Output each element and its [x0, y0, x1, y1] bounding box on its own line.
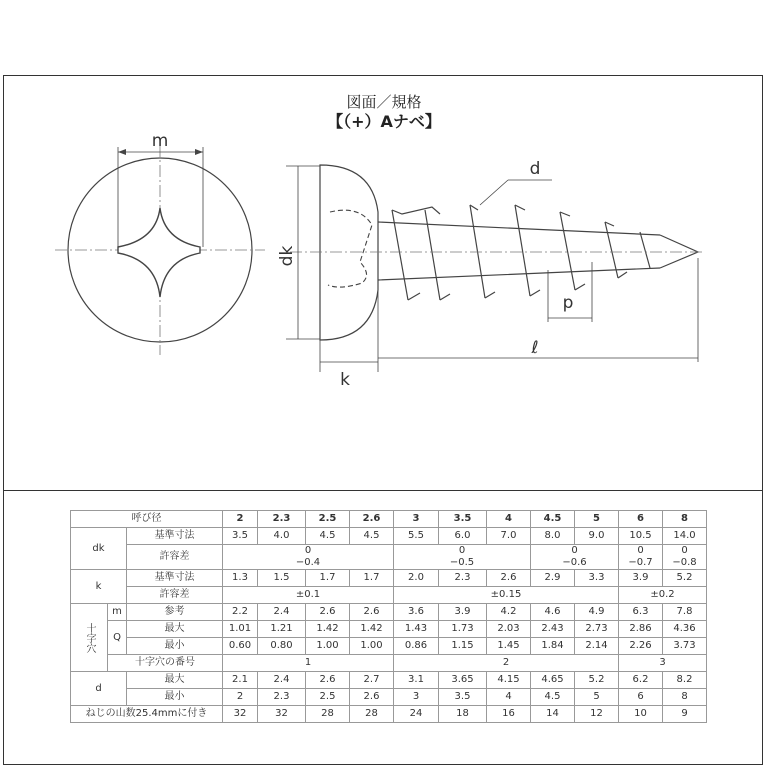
k-basic-cell: 3.9 — [619, 570, 663, 587]
q-max-cell: 1.42 — [306, 621, 350, 638]
frame-divider — [3, 490, 763, 491]
min-label: 最小 — [127, 689, 223, 706]
header-row — [71, 511, 707, 528]
d-min-cell: 3.5 — [439, 689, 487, 706]
ref-label: 参考 — [127, 604, 223, 621]
dk-basic-cell: 10.5 — [619, 528, 663, 545]
dk-basic-cell: 14.0 — [663, 528, 707, 545]
q-min-cell: 1.84 — [531, 638, 575, 655]
q-min-cell: 0.86 — [394, 638, 439, 655]
threads-cell: 28 — [350, 706, 394, 723]
q-max-cell: 2.43 — [531, 621, 575, 638]
tolerance-label: 許容差 — [127, 545, 223, 570]
d-max-cell: 3.65 — [439, 672, 487, 689]
dk-basic-cell: 3.5 — [223, 528, 258, 545]
d-min-cell: 6 — [619, 689, 663, 706]
d-min-cell: 4.5 — [531, 689, 575, 706]
m-ref-cell: 4.6 — [531, 604, 575, 621]
size-cell: 4.5 — [531, 511, 575, 528]
label-l: ℓ — [531, 338, 539, 358]
k-basic-cell: 2.3 — [439, 570, 487, 587]
max-label: 最大 — [127, 672, 223, 689]
q-min-cell: 0.60 — [223, 638, 258, 655]
k-basic-cell: 2.9 — [531, 570, 575, 587]
d-min-cell: 8 — [663, 689, 707, 706]
size-cell: 6 — [619, 511, 663, 528]
dk-basic-cell: 8.0 — [531, 528, 575, 545]
k-basic-cell: 1.3 — [223, 570, 258, 587]
title-line1: 図面／規格 — [346, 93, 422, 111]
m-ref-row — [71, 604, 707, 621]
q-label: Q — [108, 621, 127, 655]
threads-cell: 28 — [306, 706, 350, 723]
dk-tol-cell: 0 −0.6 — [531, 545, 619, 570]
d-min-cell: 2 — [223, 689, 258, 706]
size-cell: 4 — [487, 511, 531, 528]
k-basic-cell: 1.5 — [258, 570, 306, 587]
size-cell: 8 — [663, 511, 707, 528]
m-ref-cell: 6.3 — [619, 604, 663, 621]
tolerance-label: 許容差 — [127, 587, 223, 604]
q-max-cell: 2.86 — [619, 621, 663, 638]
label-p: p — [562, 293, 574, 313]
m-ref-cell: 2.6 — [350, 604, 394, 621]
size-cell: 3 — [394, 511, 439, 528]
m-ref-cell: 3.9 — [439, 604, 487, 621]
size-cell: 2.5 — [306, 511, 350, 528]
k-tol-cell: ±0.1 — [223, 587, 394, 604]
dk-tol-cell: 0 −0.4 — [223, 545, 394, 570]
q-min-row — [71, 638, 707, 655]
d-min-cell: 2.3 — [258, 689, 306, 706]
title-line2: 【（+）Aナベ】 — [327, 112, 441, 131]
d-min-cell: 3 — [394, 689, 439, 706]
q-min-cell: 1.00 — [306, 638, 350, 655]
d-max-cell: 4.15 — [487, 672, 531, 689]
thread-crests — [392, 205, 650, 300]
d-max-cell: 3.1 — [394, 672, 439, 689]
d-min-cell: 2.5 — [306, 689, 350, 706]
threads-cell: 32 — [258, 706, 306, 723]
dk-basic-cell: 9.0 — [575, 528, 619, 545]
threads-cell: 10 — [619, 706, 663, 723]
d-max-cell: 2.4 — [258, 672, 306, 689]
q-min-cell: 1.15 — [439, 638, 487, 655]
cross-no-cell: 1 — [223, 655, 394, 672]
q-max-cell: 4.36 — [663, 621, 707, 638]
basic-dim-label: 基準寸法 — [127, 570, 223, 587]
q-max-cell: 1.01 — [223, 621, 258, 638]
m-ref-cell: 2.2 — [223, 604, 258, 621]
threads-cell: 14 — [531, 706, 575, 723]
dk-basic-cell: 4.5 — [350, 528, 394, 545]
q-min-cell: 1.00 — [350, 638, 394, 655]
dk-label: dk — [71, 528, 127, 570]
d-max-cell: 8.2 — [663, 672, 707, 689]
q-max-row — [71, 621, 707, 638]
basic-dim-label: 基準寸法 — [127, 528, 223, 545]
size-cell: 3.5 — [439, 511, 487, 528]
d-min-row — [71, 689, 707, 706]
dk-basic-cell: 7.0 — [487, 528, 531, 545]
dk-basic-cell: 6.0 — [439, 528, 487, 545]
d-min-cell: 2.6 — [350, 689, 394, 706]
cross-recess-label: 十字穴 — [71, 604, 108, 672]
threads-label: ねじの山数25.4mmに付き — [71, 706, 223, 723]
q-min-cell: 1.45 — [487, 638, 531, 655]
q-min-cell: 0.80 — [258, 638, 306, 655]
d-label: d — [71, 672, 127, 706]
d-max-cell: 6.2 — [619, 672, 663, 689]
k-basic-cell: 2.6 — [487, 570, 531, 587]
threads-row — [71, 706, 707, 723]
d-max-cell: 5.2 — [575, 672, 619, 689]
spec-table — [70, 510, 707, 723]
m-ref-cell: 3.6 — [394, 604, 439, 621]
size-cell: 2 — [223, 511, 258, 528]
k-label: k — [71, 570, 127, 604]
d-max-cell: 2.7 — [350, 672, 394, 689]
phillips-recess — [118, 208, 200, 297]
label-dk: dk — [277, 245, 297, 267]
d-max-cell: 2.1 — [223, 672, 258, 689]
dk-basic-cell: 4.0 — [258, 528, 306, 545]
dk-tol-cell: 0 −0.7 — [619, 545, 663, 570]
cross-no-label: 十字穴の番号 — [108, 655, 223, 672]
dk-tol-cell: 0 −0.5 — [394, 545, 531, 570]
size-cell: 5 — [575, 511, 619, 528]
dk-tol-row — [71, 545, 707, 570]
k-tol-row — [71, 587, 707, 604]
label-k: k — [340, 370, 350, 390]
d-max-cell: 4.65 — [531, 672, 575, 689]
threads-cell: 12 — [575, 706, 619, 723]
m-ref-cell: 4.2 — [487, 604, 531, 621]
threads-cell: 18 — [439, 706, 487, 723]
threads-cell: 24 — [394, 706, 439, 723]
cross-no-cell: 2 — [394, 655, 619, 672]
m-ref-cell: 4.9 — [575, 604, 619, 621]
q-max-cell: 2.73 — [575, 621, 619, 638]
label-d: d — [529, 159, 541, 179]
q-max-cell: 1.43 — [394, 621, 439, 638]
d-min-cell: 5 — [575, 689, 619, 706]
q-max-cell: 1.42 — [350, 621, 394, 638]
threads-cell: 16 — [487, 706, 531, 723]
q-max-cell: 1.21 — [258, 621, 306, 638]
k-tol-cell: ±0.2 — [619, 587, 707, 604]
q-min-cell: 2.14 — [575, 638, 619, 655]
head-top-view — [55, 145, 265, 355]
threads-cell: 9 — [663, 706, 707, 723]
k-tol-cell: ±0.15 — [394, 587, 619, 604]
dk-basic-cell: 5.5 — [394, 528, 439, 545]
k-basic-cell: 1.7 — [350, 570, 394, 587]
cross-no-cell: 3 — [619, 655, 707, 672]
dk-basic-cell: 4.5 — [306, 528, 350, 545]
max-label: 最大 — [127, 621, 223, 638]
screw-side-view — [286, 165, 705, 372]
d-max-cell: 2.6 — [306, 672, 350, 689]
q-min-cell: 3.73 — [663, 638, 707, 655]
k-basic-cell: 1.7 — [306, 570, 350, 587]
nominal-size-label: 呼び径 — [71, 511, 223, 528]
m-ref-cell: 2.6 — [306, 604, 350, 621]
q-max-cell: 2.03 — [487, 621, 531, 638]
cross-no-row — [71, 655, 707, 672]
d-max-row — [71, 672, 707, 689]
dk-basic-row — [71, 528, 707, 545]
min-label: 最小 — [127, 638, 223, 655]
k-basic-cell: 2.0 — [394, 570, 439, 587]
m-ref-cell: 2.4 — [258, 604, 306, 621]
k-basic-row — [71, 570, 707, 587]
m-ref-cell: 7.8 — [663, 604, 707, 621]
k-basic-cell: 3.3 — [575, 570, 619, 587]
label-m: m — [151, 131, 169, 151]
k-basic-cell: 5.2 — [663, 570, 707, 587]
size-cell: 2.6 — [350, 511, 394, 528]
dk-tol-cell: 0 −0.8 — [663, 545, 707, 570]
size-cell: 2.3 — [258, 511, 306, 528]
q-min-cell: 2.26 — [619, 638, 663, 655]
threads-cell: 32 — [223, 706, 258, 723]
m-label: m — [108, 604, 127, 621]
d-min-cell: 4 — [487, 689, 531, 706]
q-max-cell: 1.73 — [439, 621, 487, 638]
